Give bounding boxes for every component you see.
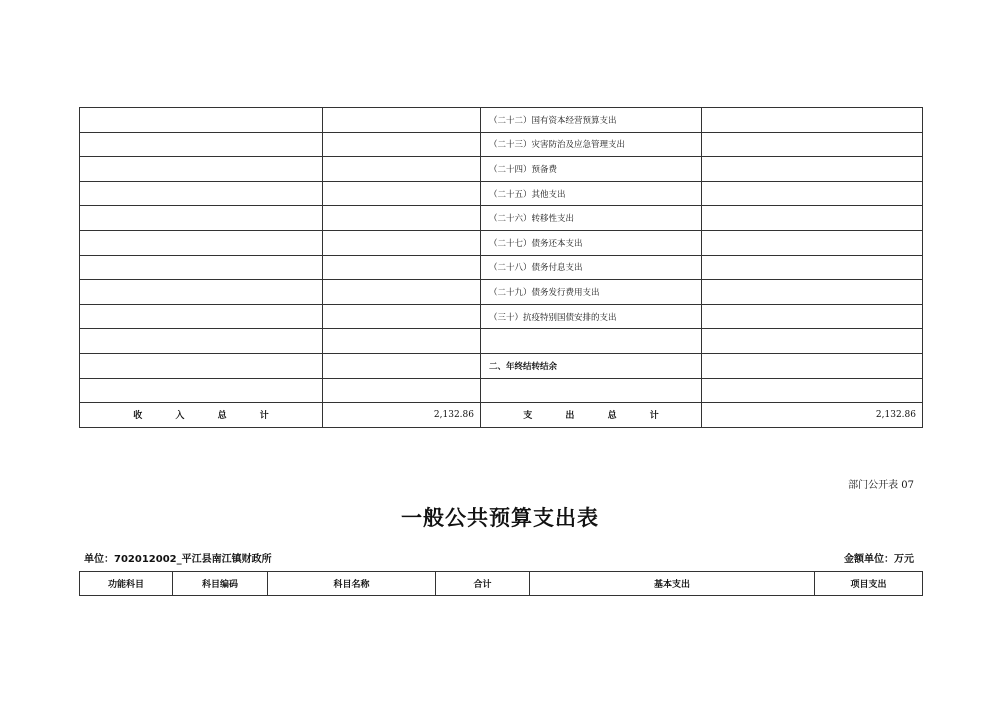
column-header: 基本支出 bbox=[530, 572, 815, 596]
general-budget-expense-table bbox=[79, 571, 923, 596]
table-row bbox=[80, 157, 923, 182]
table-row bbox=[80, 181, 923, 206]
expense-total-value: 2,132.86 bbox=[702, 403, 923, 428]
table-row bbox=[80, 304, 923, 329]
expense-item-label: （二十六）转移性支出 bbox=[481, 206, 702, 231]
amount-unit-label: 金额单位：万元 bbox=[844, 554, 914, 565]
expense-item-label: （二十四）预备费 bbox=[481, 157, 702, 182]
column-header: 项目支出 bbox=[815, 572, 923, 596]
expense-item-label: （二十九）债务发行费用支出 bbox=[481, 280, 702, 305]
unit-label: 单位：702012002_平江县南江镇财政所 bbox=[84, 554, 272, 565]
expense-item-label: （三十）抗疫特别国债安排的支出 bbox=[481, 304, 702, 329]
expense-item-label: （二十二）国有资本经营预算支出 bbox=[481, 108, 702, 133]
expense-item-label: （二十八）债务付息支出 bbox=[481, 255, 702, 280]
table-row bbox=[80, 378, 923, 403]
column-header: 科目名称 bbox=[268, 572, 436, 596]
income-total-value: 2,132.86 bbox=[323, 403, 481, 428]
totals-row bbox=[80, 403, 923, 428]
column-header: 功能科目 bbox=[80, 572, 173, 596]
expense-item-label bbox=[481, 378, 702, 403]
table-row bbox=[80, 206, 923, 231]
table-row bbox=[80, 353, 923, 378]
expense-item-label: （二十五）其他支出 bbox=[481, 181, 702, 206]
table-row bbox=[80, 255, 923, 280]
expense-item-label: （二十七）债务还本支出 bbox=[481, 230, 702, 255]
table-row bbox=[80, 280, 923, 305]
expense-item-label: （二十三）灾害防治及应急管理支出 bbox=[481, 132, 702, 157]
expense-item-label bbox=[481, 329, 702, 354]
column-header: 科目编码 bbox=[173, 572, 268, 596]
form-number: 部门公开表 07 bbox=[848, 480, 914, 491]
expense-total-label: 支 出 总 计 bbox=[481, 403, 702, 428]
table-row bbox=[80, 132, 923, 157]
income-expense-summary-table bbox=[79, 107, 923, 428]
income-total-label: 收 入 总 计 bbox=[80, 403, 323, 428]
table-row bbox=[80, 108, 923, 133]
table-row bbox=[80, 230, 923, 255]
page-title: 一般公共预算支出表 bbox=[401, 505, 599, 530]
table-header-row bbox=[80, 572, 923, 596]
year-end-balance-label: 二、年终结转结余 bbox=[481, 353, 702, 378]
table-row bbox=[80, 329, 923, 354]
column-header: 合计 bbox=[436, 572, 530, 596]
